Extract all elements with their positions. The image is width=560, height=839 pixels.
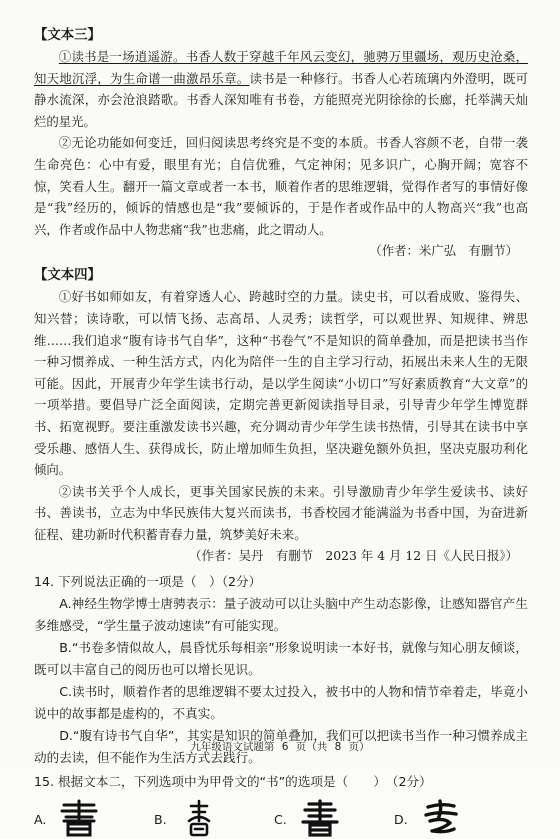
text4-section (34, 266, 528, 567)
footer-total-pages: 8 (334, 741, 342, 753)
question-15-choices (34, 799, 528, 839)
text3-paragraph-1 (34, 46, 528, 132)
choice-c (274, 799, 394, 839)
seal-script-shu-icon (56, 799, 102, 839)
cursive-script-shu-icon (418, 799, 464, 839)
text3-heading: 【文本三】 (34, 27, 101, 43)
text3-underlined-passage: ①读书是一场逍遥游。书香人数于穿越千年风云变幻，驰骋万里疆场，观历史沧桑，知天地沉浮，为生命谱一曲激昂乐章。 (34, 49, 528, 86)
text3-author: （作者：米广弘 有删节） (369, 243, 518, 259)
choice-a-label: A. (34, 811, 47, 827)
text3-paragraph-1-rest: 读书是一种修行。书香人心若琉璃内外澄明，既可静水流深，亦会沧浪踏歌。书香人深知唯有书卷，方能照亮光阴徐徐的长廊，托举满天灿烂的星光。 (34, 70, 529, 129)
choice-b (154, 799, 274, 839)
oracle-bone-shu-icon (177, 799, 223, 839)
text4-paragraph-1: ①好书如师如友，有着穿透人心、跨越时空的力量。读史书，可以看成败、鉴得失、知兴替；读诗歌，可以情飞扬、志高昂、人灵秀；读哲学，可以观世界、知规律、辨思维……我们追求“腹有诗书气自华”，这种“书卷气”不是知识的简单叠加，而是把读书当作一种习惯养成、一种生活方式，内化为陪伴一生的自主学习行动，拓展出未来人生的无限可能。因此，开展青少年学生读书行动，是以学生阅读“小切口”写好素质教育“大文章”的一项举措。要倡导广泛全面阅读，定期完善更新阅读指导目录，引导青少年学生博览群书、拓宽视野。要注重激发读书兴趣，充分调动青少年学生读书热情，引导其在读书中享受乐趣、感悟人生、获得成长，防止增加师生负担，坚决避免额外负担，坚决克服功利化倾向。 (34, 289, 528, 478)
question-15-stem: 15. 根据文本二，下列选项中为甲骨文的“书”的选项是（ ） （2分） (34, 774, 432, 790)
question-14-stem: 14. 下列说法正确的一项是（ ）（2分） (34, 574, 262, 590)
question-14-option-b: B.“书卷多情似故人，晨昏忧乐每相亲”形象说明读一本好书，就像与知心朋友倾谈，既可以丰富自己的阅历也可以增长见识。 (34, 640, 528, 678)
footer-right: 页） (348, 741, 370, 753)
text4-paragraph-2: ②读书关乎个人成长，更事关国家民族的未来。引导激励青少年学生爱读书、读好书、善读书，立志为中华民族伟大复兴而读书，书香校园才能满溢为书香中国，为奋进新征程、建功新时代积蓄青春力量，筑梦美好未来。 (34, 483, 528, 542)
text4-heading: 【文本四】 (34, 267, 101, 284)
choice-d-label: D. (394, 811, 408, 827)
footer-mid: 页（共 (295, 741, 328, 753)
question-14-option-d: D.“腹有诗书气自华”，其实是知识的简单叠加，我们可以把读书当作一种习惯养成主动的去读，但不能作为生活方式去践行。 (34, 728, 528, 766)
choice-c-label: C. (274, 811, 287, 827)
question-15 (34, 771, 528, 839)
page-footer (0, 739, 560, 754)
footer-left: 九年级语文试题第 (190, 741, 275, 753)
clerical-script-shu-icon (297, 799, 343, 839)
footer-page-number: 6 (281, 741, 289, 753)
choice-d (394, 799, 514, 839)
text4-author: （作者：吴丹 有删节 2023 年 4 月 12 日《人民日报》） (189, 548, 518, 564)
text3-section (34, 26, 528, 262)
text3-paragraph-2: ②无论功能如何变迁，回归阅读思考终究是不变的本质。书香人容颜不老，自带一袭生命亮色：心中有爱，眼里有光；自信优雅，气定神闲；见多识广，心胸开阔；宽容不惊，笑看人生。翻开一篇文章或者一本书，顺着作者的思维逻辑，觉得作者写的事情好像是“我”经历的，倾诉的情感也是“我”要倾诉的，于是作者或作品中的人物高兴“我”也高兴，作者或作品中人物悲痛“我”也悲痛，此之谓动人。 (34, 135, 528, 237)
question-14-option-c: C.读书时，顺着作者的思维逻辑不要太过投入，被书中的人物和情节牵着走，毕竟小说中的故事都是虚构的，不真实。 (34, 684, 528, 722)
choice-b-label: B. (154, 811, 167, 827)
choice-a (34, 799, 154, 839)
question-14-option-a: A.神经生物学博士唐骋表示：量子波动可以让头脑中产生动态影像，让感知器官产生多维感受，“学生量子波动速读”有可能实现。 (34, 596, 528, 634)
